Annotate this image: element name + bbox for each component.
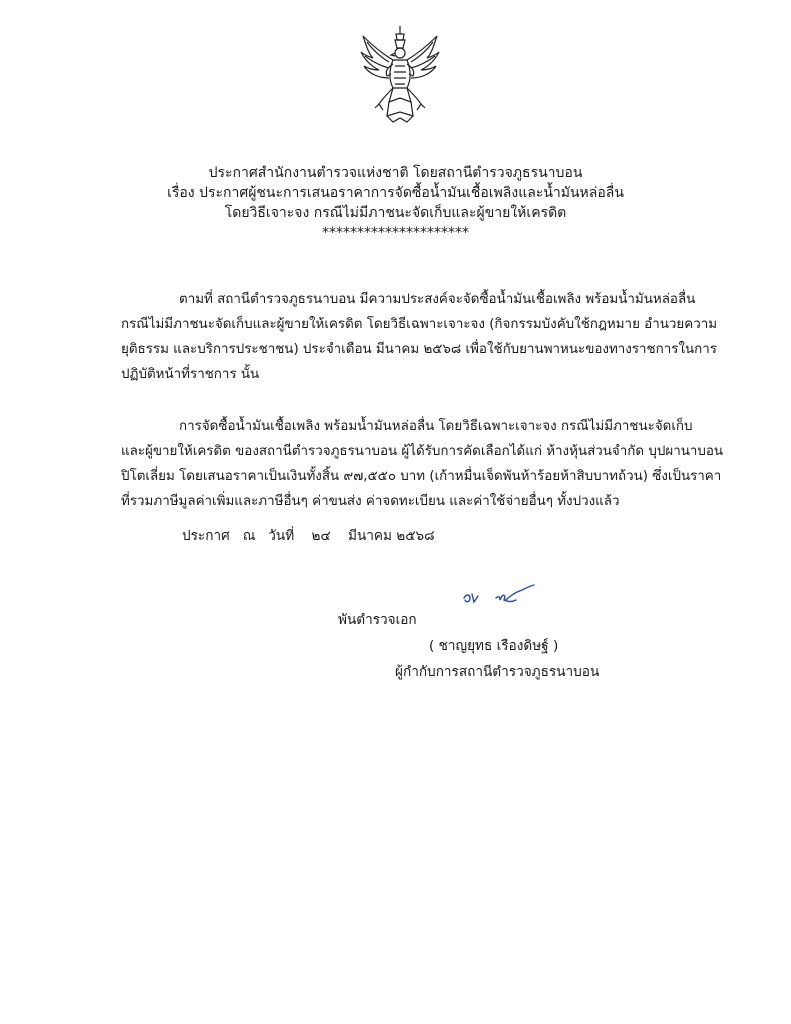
date-month-year: มีนาคม ๒๕๖๘ bbox=[348, 528, 435, 544]
paragraph-intro bbox=[121, 287, 718, 387]
paragraph-line: กรณีไม่มีภาชนะจัดเก็บและผู้ขายให้เครดิต โดยวิธีเฉพาะเจาะจง (กิจกรรมบังคับใช้กฎหมาย อำนวยความ bbox=[121, 317, 718, 332]
announcement-header bbox=[0, 163, 791, 243]
header-divider: ********************* bbox=[322, 225, 469, 241]
paragraph-line: ปฏิบัติหน้าที่ราชการ นั้น bbox=[121, 367, 260, 382]
paragraph-line: ที่รวมภาษีมูลค่าเพิ่มและภาษีอื่นๆ ค่าขนส่ง ค่าจดทะเบียน และค่าใช้จ่ายอื่นๆ ทั้งปวงแล้ว bbox=[121, 494, 620, 509]
paragraph-line: ตามที่ สถานีตำรวจภูธรนาบอน มีความประสงค์จะจัดซื้อน้ำมันเชื้อเพลิง พร้อมน้ำมันหล่อลื่น bbox=[179, 292, 696, 307]
garuda-emblem-icon bbox=[359, 24, 441, 124]
date-announced-label: ประกาศ bbox=[182, 528, 230, 544]
paragraph-line: และผู้ขายให้เครดิต ของสถานีตำรวจภูธรนาบอน ผู้ได้รับการคัดเลือกได้แก่ ห้างหุ้นส่วนจำกัด บุปผานาบอน bbox=[121, 444, 724, 459]
header-line-1: ประกาศสำนักงานตำรวจแห่งชาติ โดยสถานีตำรวจภูธรนาบอน bbox=[208, 165, 583, 181]
paragraph-line: ปิโตเลี่ยม โดยเสนอราคาเป็นเงินทั้งสิ้น ๙๗,๕๕๐ บาท (เก้าหมื่นเจ็ดพันห้าร้อยห้าสิบบาทถ้วน) ซึ่งเป็นราคา bbox=[121, 469, 722, 484]
signatory-rank: พันตำรวจเอก bbox=[338, 612, 417, 628]
announcement-date bbox=[182, 524, 435, 546]
header-line-3: โดยวิธีเจาะจง กรณีไม่มีภาชนะจัดเก็บและผู้ขายให้เครดิต bbox=[224, 205, 567, 221]
date-day: ๒๔ bbox=[311, 528, 331, 544]
date-at-label: ณ bbox=[242, 528, 256, 544]
paragraph-line: การจัดซื้อน้ำมันเชื้อเพลิง พร้อมน้ำมันหล่อลื่น โดยวิธีเฉพาะเจาะจง กรณีไม่มีภาชนะจัดเก็บ bbox=[179, 419, 693, 434]
signature-mark bbox=[460, 584, 550, 614]
signatory-position: ผู้กำกับการสถานีตำรวจภูธรนาบอน bbox=[395, 664, 600, 680]
signatory-name: ( ชาญยุทธ เรืองดิษฐ์ ) bbox=[429, 638, 559, 654]
header-subject-line: เรื่อง ประกาศผู้ชนะการเสนอราคาการจัดซื้อน้ำมันเชื้อเพลิงและน้ำมันหล่อลื่น bbox=[167, 185, 624, 201]
paragraph-line: ยุติธรรม และบริการประชาชน) ประจำเดือน มีนาคม ๒๕๖๘ เพื่อใช้กับยานพาหนะของทางราชการในการ bbox=[121, 342, 717, 357]
date-day-label: วันที่ bbox=[268, 528, 295, 544]
paragraph-award bbox=[121, 414, 724, 514]
